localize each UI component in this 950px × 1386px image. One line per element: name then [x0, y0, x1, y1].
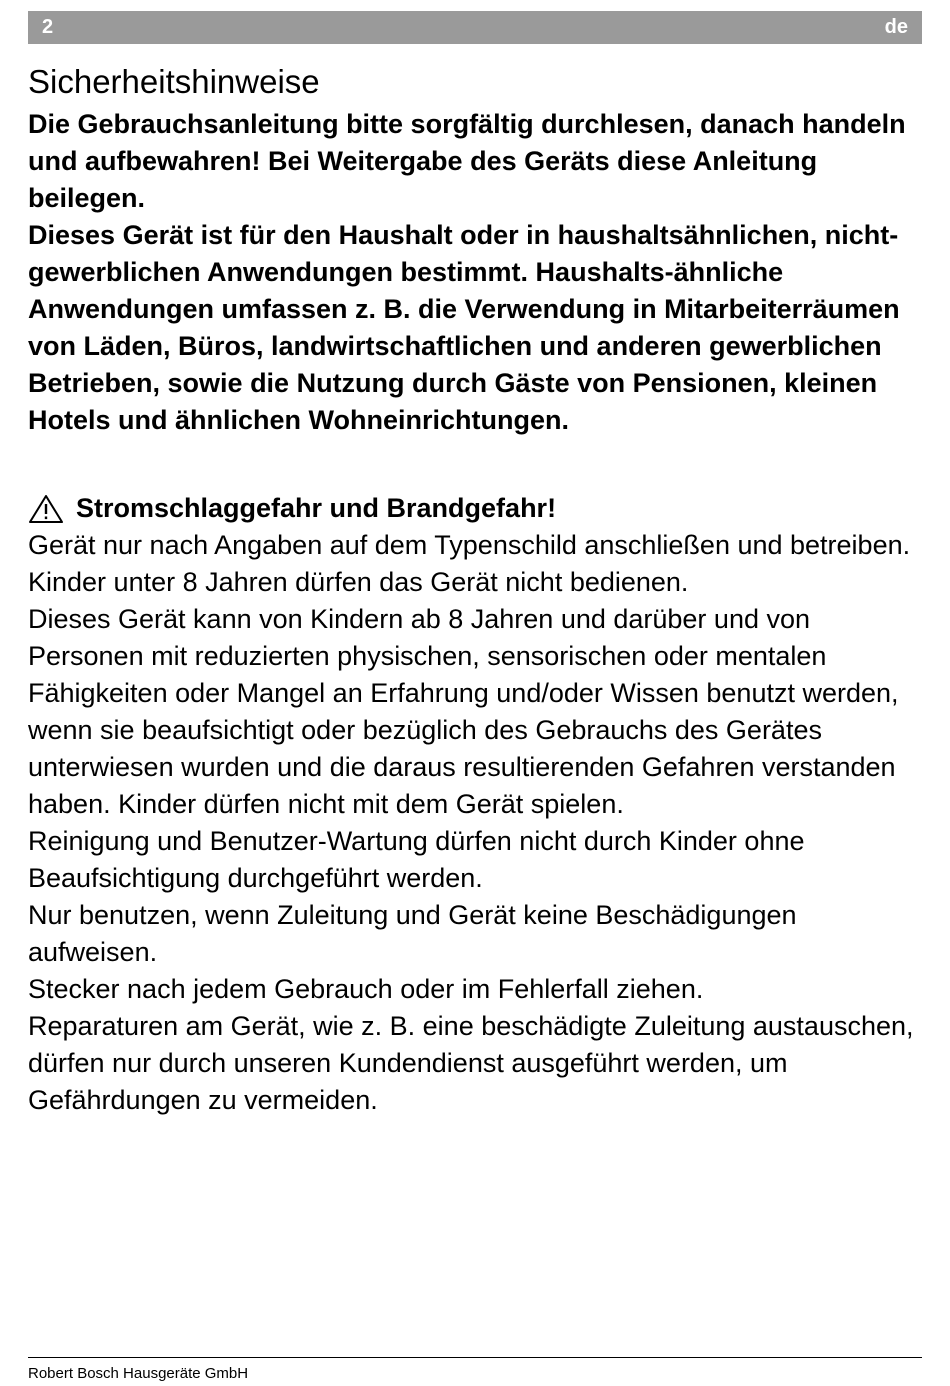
footer-company: Robert Bosch Hausgeräte GmbH [28, 1365, 249, 1382]
warning-paragraph: Reinigung und Benutzer-Wartung dürfen nicht durch Kinder ohne Beaufsichtigung durchgeführt werden. [28, 826, 805, 893]
warning-body [28, 527, 922, 1119]
section-title: Sicherheitshinweise [28, 63, 320, 100]
warning-paragraph: Nur benutzen, wenn Zuleitung und Gerät keine Beschädigungen aufweisen. [28, 900, 797, 967]
warning-paragraph: Kinder unter 8 Jahren dürfen das Gerät nicht bedienen. [28, 567, 689, 597]
intro-block [28, 106, 922, 439]
footer-divider [28, 1357, 922, 1358]
warning-heading-text: Stromschlaggefahr und Brandgefahr! [76, 493, 557, 523]
page-number: 2 [42, 16, 54, 38]
language-code: de [884, 16, 908, 38]
warning-paragraph: Dieses Gerät kann von Kindern ab 8 Jahren und darüber und von Personen mit reduzierten physischen, sensorischen oder mentalen Fähigkeiten oder Mangel an Erfahrung und/oder Wissen benutzt werden, wenn sie beaufsichtigt oder bezüglich des Gebrauchs des Gerätes unterwiesen wurden und die daraus resultierenden Gefahren verstanden haben. Kinder dürfen nicht mit dem Gerät spielen. [28, 604, 899, 819]
warning-paragraph: Stecker nach jedem Gebrauch oder im Fehlerfall ziehen. [28, 974, 704, 1004]
page-header-bar [28, 11, 922, 44]
warning-paragraph: Gerät nur nach Angaben auf dem Typenschild anschließen und betreiben. [28, 530, 911, 560]
intro-paragraph: Die Gebrauchsanleitung bitte sorgfältig durchlesen, danach handeln und aufbewahren! Bei Weitergabe des Geräts diese Anleitung beilegen. [28, 109, 906, 213]
warning-paragraph: Reparaturen am Gerät, wie z. B. eine beschädigte Zuleitung austauschen, dürfen nur durch unseren Kundendienst ausgeführt werden, um Gefährdungen zu vermeiden. [28, 1011, 914, 1115]
intro-paragraph: Dieses Gerät ist für den Haushalt oder in haushaltsähnlichen, nicht-gewerblichen Anwendungen bestimmt. Haushalts-ähnliche Anwendungen umfassen z. B. die Verwendung in Mitarbeiterräumen von Läden, Büros, landwirtschaftlichen und anderen gewerblichen Betrieben, sowie die Nutzung durch Gäste von Pensionen, kleinen Hotels und ähnlichen Wohneinrichtungen. [28, 220, 900, 435]
page-content [28, 62, 922, 1119]
warning-triangle-icon [28, 494, 64, 524]
warning-heading [28, 490, 922, 527]
